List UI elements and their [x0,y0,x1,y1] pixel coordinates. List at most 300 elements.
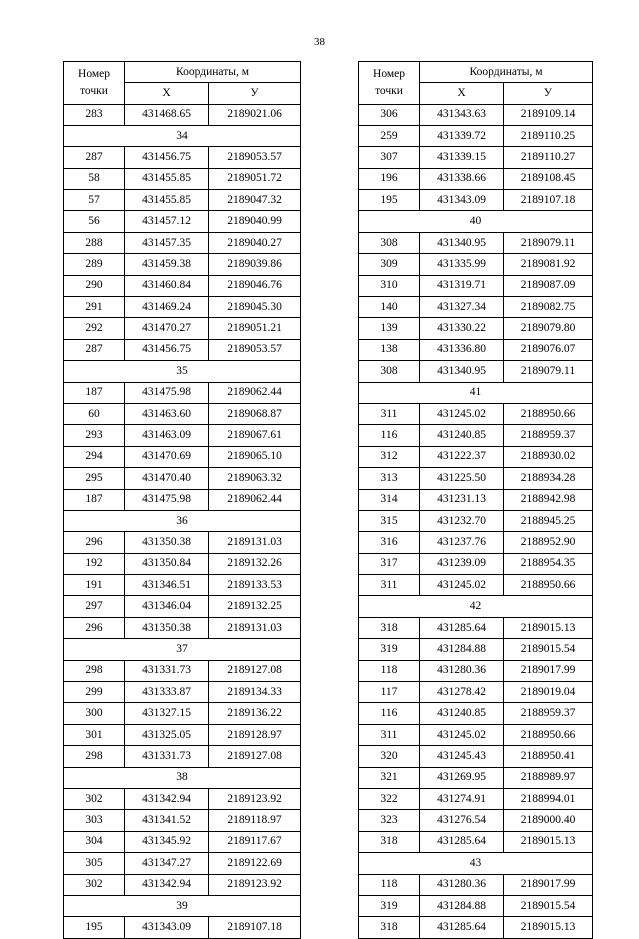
section-label: 43 [359,853,593,874]
y-coordinate-cell: 2189017.99 [504,660,593,681]
x-coordinate-cell: 431245.02 [420,575,504,596]
y-coordinate-cell: 2189047.32 [209,190,301,211]
x-coordinate-cell: 431319.71 [420,275,504,296]
x-coordinate-cell: 431457.35 [125,232,209,253]
point-number-cell: 289 [64,254,125,275]
y-coordinate-cell: 2188942.98 [504,489,593,510]
table-row [359,553,593,574]
point-number-cell: 140 [359,297,420,318]
y-coordinate-cell: 2188959.37 [504,703,593,724]
x-coordinate-cell: 431285.64 [420,917,504,938]
point-number-cell: 195 [64,917,125,938]
y-coordinate-cell: 2189015.13 [504,917,593,938]
table-row [64,168,301,189]
y-coordinate-cell: 2189062.44 [209,489,301,510]
y-coordinate-cell: 2189118.97 [209,810,301,831]
y-coordinate-cell: 2189000.40 [504,810,593,831]
y-coordinate-cell: 2189108.45 [504,168,593,189]
table-row [64,917,301,938]
point-number-cell: 313 [359,468,420,489]
y-coordinate-cell: 2188930.02 [504,446,593,467]
point-number-cell: 317 [359,553,420,574]
x-coordinate-cell: 431468.65 [125,104,209,125]
y-coordinate-cell: 2189065.10 [209,446,301,467]
point-number-cell: 322 [359,789,420,810]
point-number-cell: 187 [64,382,125,403]
y-coordinate-cell: 2189128.97 [209,724,301,745]
x-coordinate-cell: 431335.99 [420,254,504,275]
y-coordinate-cell: 2189015.54 [504,639,593,660]
x-coordinate-cell: 431343.09 [420,190,504,211]
section-label: 39 [64,895,301,916]
x-header: X [125,83,209,104]
section-label: 35 [64,361,301,382]
y-coordinate-cell: 2188950.41 [504,746,593,767]
table-row [359,168,593,189]
point-number-cell: 259 [359,125,420,146]
table-row [64,318,301,339]
point-number-cell: 292 [64,318,125,339]
table-body [359,104,593,938]
y-coordinate-cell: 2189021.06 [209,104,301,125]
table-row [64,810,301,831]
x-coordinate-cell: 431245.02 [420,724,504,745]
point-number-cell: 319 [359,639,420,660]
table-row [359,810,593,831]
y-coordinate-cell: 2189110.27 [504,147,593,168]
table-row [359,232,593,253]
table-row [359,831,593,852]
x-coordinate-cell: 431336.80 [420,339,504,360]
table-row [359,724,593,745]
table-row [359,318,593,339]
y-coordinate-cell: 2189131.03 [209,532,301,553]
x-coordinate-cell: 431285.64 [420,831,504,852]
x-coordinate-cell: 431331.73 [125,660,209,681]
table-row [359,874,593,895]
table-row [64,489,301,510]
table-header [359,62,593,105]
coordinates-header: Координаты, м [125,62,301,83]
table-header [64,62,301,105]
x-coordinate-cell: 431475.98 [125,382,209,403]
x-coordinate-cell: 431222.37 [420,446,504,467]
table-row [64,232,301,253]
table-row [359,767,593,788]
section-row [359,596,593,617]
point-number-header-line1: Номер [373,67,405,80]
x-coordinate-cell: 431340.95 [420,232,504,253]
y-coordinate-cell: 2189039.86 [209,254,301,275]
y-coordinate-cell: 2189122.69 [209,853,301,874]
y-coordinate-cell: 2189062.44 [209,382,301,403]
x-coordinate-cell: 431284.88 [420,639,504,660]
x-coordinate-cell: 431327.34 [420,297,504,318]
y-coordinate-cell: 2189117.67 [209,831,301,852]
y-coordinate-cell: 2189046.76 [209,275,301,296]
table-row [64,297,301,318]
y-coordinate-cell: 2188989.97 [504,767,593,788]
table-row [64,468,301,489]
table-row [64,853,301,874]
y-coordinate-cell: 2189067.61 [209,425,301,446]
point-number-cell: 118 [359,874,420,895]
table-row [359,703,593,724]
table-row [359,489,593,510]
y-coordinate-cell: 2188950.66 [504,575,593,596]
x-coordinate-cell: 431475.98 [125,489,209,510]
point-number-cell: 192 [64,553,125,574]
x-coordinate-cell: 431343.63 [420,104,504,125]
x-coordinate-cell: 431469.24 [125,297,209,318]
table-row [64,275,301,296]
table-row [359,682,593,703]
y-coordinate-cell: 2189087.09 [504,275,593,296]
section-row [64,639,301,660]
y-coordinate-cell: 2189053.57 [209,147,301,168]
y-header: У [504,83,593,104]
section-label: 36 [64,510,301,531]
table-row [64,425,301,446]
table-row [359,297,593,318]
x-coordinate-cell: 431470.27 [125,318,209,339]
y-coordinate-cell: 2189110.25 [504,125,593,146]
y-coordinate-cell: 2188950.66 [504,724,593,745]
y-coordinate-cell: 2189123.92 [209,874,301,895]
x-coordinate-cell: 431325.05 [125,724,209,745]
y-coordinate-cell: 2189019.04 [504,682,593,703]
point-number-cell: 312 [359,446,420,467]
x-coordinate-cell: 431245.02 [420,403,504,424]
point-number-cell: 118 [359,660,420,681]
section-label: 41 [359,382,593,403]
point-number-cell: 309 [359,254,420,275]
y-coordinate-cell: 2189079.11 [504,361,593,382]
point-number-cell: 297 [64,596,125,617]
table-row [359,361,593,382]
point-number-cell: 315 [359,510,420,531]
x-coordinate-cell: 431350.84 [125,553,209,574]
y-coordinate-cell: 2189133.53 [209,575,301,596]
point-number-cell: 290 [64,275,125,296]
point-number-cell: 306 [359,104,420,125]
section-row [64,361,301,382]
x-coordinate-cell: 431285.64 [420,617,504,638]
point-number-header-line1: Номер [78,67,110,80]
table-row [64,446,301,467]
x-coordinate-cell: 431338.66 [420,168,504,189]
point-number-cell: 187 [64,489,125,510]
y-coordinate-cell: 2189131.03 [209,617,301,638]
point-number-cell: 307 [359,147,420,168]
table-row [359,339,593,360]
x-coordinate-cell: 431457.12 [125,211,209,232]
x-coordinate-cell: 431342.94 [125,789,209,810]
point-number-cell: 58 [64,168,125,189]
y-coordinate-cell: 2189015.13 [504,831,593,852]
x-coordinate-cell: 431456.75 [125,147,209,168]
point-number-cell: 57 [64,190,125,211]
table-row [64,382,301,403]
section-row [64,895,301,916]
x-coordinate-cell: 431225.50 [420,468,504,489]
x-coordinate-cell: 431240.85 [420,425,504,446]
table-row [359,510,593,531]
x-coordinate-cell: 431455.85 [125,168,209,189]
point-number-cell: 196 [359,168,420,189]
y-coordinate-cell: 2188934.28 [504,468,593,489]
x-coordinate-cell: 431345.92 [125,831,209,852]
y-coordinate-cell: 2188952.90 [504,532,593,553]
section-row [64,125,301,146]
point-number-cell: 302 [64,789,125,810]
y-coordinate-cell: 2189040.27 [209,232,301,253]
y-coordinate-cell: 2189045.30 [209,297,301,318]
section-row [359,382,593,403]
point-number-cell: 311 [359,575,420,596]
x-coordinate-cell: 431280.36 [420,874,504,895]
x-coordinate-cell: 431333.87 [125,682,209,703]
point-number-cell: 139 [359,318,420,339]
table-row [359,575,593,596]
y-coordinate-cell: 2189109.14 [504,104,593,125]
y-coordinate-cell: 2188945.25 [504,510,593,531]
table-row [64,746,301,767]
coordinates-header: Координаты, м [420,62,593,83]
table-row [359,617,593,638]
table-row [359,147,593,168]
table-row [64,682,301,703]
point-number-cell: 301 [64,724,125,745]
point-number-cell: 304 [64,831,125,852]
y-coordinate-cell: 2189134.33 [209,682,301,703]
section-label: 37 [64,639,301,660]
table-row [359,190,593,211]
point-number-cell: 293 [64,425,125,446]
x-coordinate-cell: 431339.72 [420,125,504,146]
point-number-cell: 116 [359,425,420,446]
point-number-header [359,62,420,105]
y-coordinate-cell: 2189015.54 [504,895,593,916]
section-row [359,211,593,232]
y-coordinate-cell: 2189136.22 [209,703,301,724]
table-row [64,532,301,553]
x-coordinate-cell: 431463.60 [125,403,209,424]
y-coordinate-cell: 2188950.66 [504,403,593,424]
y-coordinate-cell: 2189079.11 [504,232,593,253]
table-row [359,125,593,146]
table-row [359,789,593,810]
point-number-cell: 296 [64,617,125,638]
x-coordinate-cell: 431460.84 [125,275,209,296]
x-coordinate-cell: 431284.88 [420,895,504,916]
table-row [64,831,301,852]
y-coordinate-cell: 2189132.26 [209,553,301,574]
point-number-cell: 308 [359,232,420,253]
table-row [359,275,593,296]
section-label: 40 [359,211,593,232]
table-row [64,660,301,681]
point-number-cell: 288 [64,232,125,253]
table-row [64,575,301,596]
coordinates-table-left [63,61,301,939]
point-number-cell: 116 [359,703,420,724]
table-row [64,104,301,125]
point-number-cell: 323 [359,810,420,831]
point-number-cell: 299 [64,682,125,703]
x-coordinate-cell: 431239.09 [420,553,504,574]
table-row [359,468,593,489]
table-row [359,917,593,938]
section-label: 34 [64,125,301,146]
point-number-cell: 316 [359,532,420,553]
x-coordinate-cell: 431278.42 [420,682,504,703]
x-coordinate-cell: 431269.95 [420,767,504,788]
point-number-cell: 320 [359,746,420,767]
table-row [64,724,301,745]
x-coordinate-cell: 431470.69 [125,446,209,467]
table-row [64,596,301,617]
table-body [64,104,301,938]
point-number-header [64,62,125,105]
point-number-cell: 295 [64,468,125,489]
point-number-cell: 311 [359,403,420,424]
table-row [359,895,593,916]
table-row [359,425,593,446]
table-row [64,617,301,638]
point-number-cell: 117 [359,682,420,703]
x-coordinate-cell: 431342.94 [125,874,209,895]
x-coordinate-cell: 431327.15 [125,703,209,724]
x-header: X [420,83,504,104]
x-coordinate-cell: 431350.38 [125,532,209,553]
point-number-cell: 56 [64,211,125,232]
point-number-header-line2: точки [80,84,108,97]
x-coordinate-cell: 431455.85 [125,190,209,211]
table-row [359,660,593,681]
point-number-cell: 191 [64,575,125,596]
point-number-header-line2: точки [375,84,403,97]
x-coordinate-cell: 431343.09 [125,917,209,938]
table-row [359,403,593,424]
x-coordinate-cell: 431341.52 [125,810,209,831]
point-number-cell: 308 [359,361,420,382]
x-coordinate-cell: 431231.13 [420,489,504,510]
y-coordinate-cell: 2189017.99 [504,874,593,895]
point-number-cell: 318 [359,617,420,638]
point-number-cell: 318 [359,831,420,852]
x-coordinate-cell: 431245.43 [420,746,504,767]
point-number-cell: 294 [64,446,125,467]
x-coordinate-cell: 431339.15 [420,147,504,168]
point-number-cell: 195 [359,190,420,211]
point-number-cell: 318 [359,917,420,938]
y-coordinate-cell: 2189082.75 [504,297,593,318]
point-number-cell: 302 [64,874,125,895]
point-number-cell: 60 [64,403,125,424]
x-coordinate-cell: 431456.75 [125,339,209,360]
x-coordinate-cell: 431280.36 [420,660,504,681]
point-number-cell: 319 [359,895,420,916]
y-coordinate-cell: 2188954.35 [504,553,593,574]
x-coordinate-cell: 431350.38 [125,617,209,638]
point-number-cell: 138 [359,339,420,360]
y-coordinate-cell: 2189076.07 [504,339,593,360]
y-coordinate-cell: 2189107.18 [209,917,301,938]
y-coordinate-cell: 2189132.25 [209,596,301,617]
point-number-cell: 287 [64,339,125,360]
x-coordinate-cell: 431470.40 [125,468,209,489]
y-header: У [209,83,301,104]
section-row [64,510,301,531]
point-number-cell: 283 [64,104,125,125]
point-number-cell: 298 [64,660,125,681]
point-number-cell: 303 [64,810,125,831]
point-number-cell: 291 [64,297,125,318]
y-coordinate-cell: 2189123.92 [209,789,301,810]
table-row [64,403,301,424]
table-row [64,190,301,211]
point-number-cell: 311 [359,724,420,745]
y-coordinate-cell: 2189015.13 [504,617,593,638]
table-row [64,789,301,810]
point-number-cell: 287 [64,147,125,168]
table-row [64,874,301,895]
table-row [64,339,301,360]
table-row [359,639,593,660]
table-row [64,211,301,232]
y-coordinate-cell: 2189127.08 [209,746,301,767]
table-row [64,147,301,168]
x-coordinate-cell: 431240.85 [420,703,504,724]
x-coordinate-cell: 431232.70 [420,510,504,531]
table-row [64,703,301,724]
x-coordinate-cell: 431340.95 [420,361,504,382]
section-row [64,767,301,788]
y-coordinate-cell: 2189127.08 [209,660,301,681]
y-coordinate-cell: 2189068.87 [209,403,301,424]
y-coordinate-cell: 2188994.01 [504,789,593,810]
table-row [359,532,593,553]
y-coordinate-cell: 2189081.92 [504,254,593,275]
point-number-cell: 298 [64,746,125,767]
page-number: 38 [314,36,325,48]
point-number-cell: 321 [359,767,420,788]
x-coordinate-cell: 431346.51 [125,575,209,596]
y-coordinate-cell: 2189053.57 [209,339,301,360]
x-coordinate-cell: 431347.27 [125,853,209,874]
y-coordinate-cell: 2189079.80 [504,318,593,339]
table-row [359,104,593,125]
x-coordinate-cell: 431459.38 [125,254,209,275]
y-coordinate-cell: 2189063.32 [209,468,301,489]
x-coordinate-cell: 431463.09 [125,425,209,446]
table-row [359,254,593,275]
point-number-cell: 300 [64,703,125,724]
table-row [359,446,593,467]
x-coordinate-cell: 431331.73 [125,746,209,767]
x-coordinate-cell: 431274.91 [420,789,504,810]
x-coordinate-cell: 431346.04 [125,596,209,617]
y-coordinate-cell: 2189040.99 [209,211,301,232]
point-number-cell: 310 [359,275,420,296]
section-row [359,853,593,874]
y-coordinate-cell: 2188959.37 [504,425,593,446]
table-row [64,254,301,275]
y-coordinate-cell: 2189107.18 [504,190,593,211]
point-number-cell: 314 [359,489,420,510]
x-coordinate-cell: 431330.22 [420,318,504,339]
